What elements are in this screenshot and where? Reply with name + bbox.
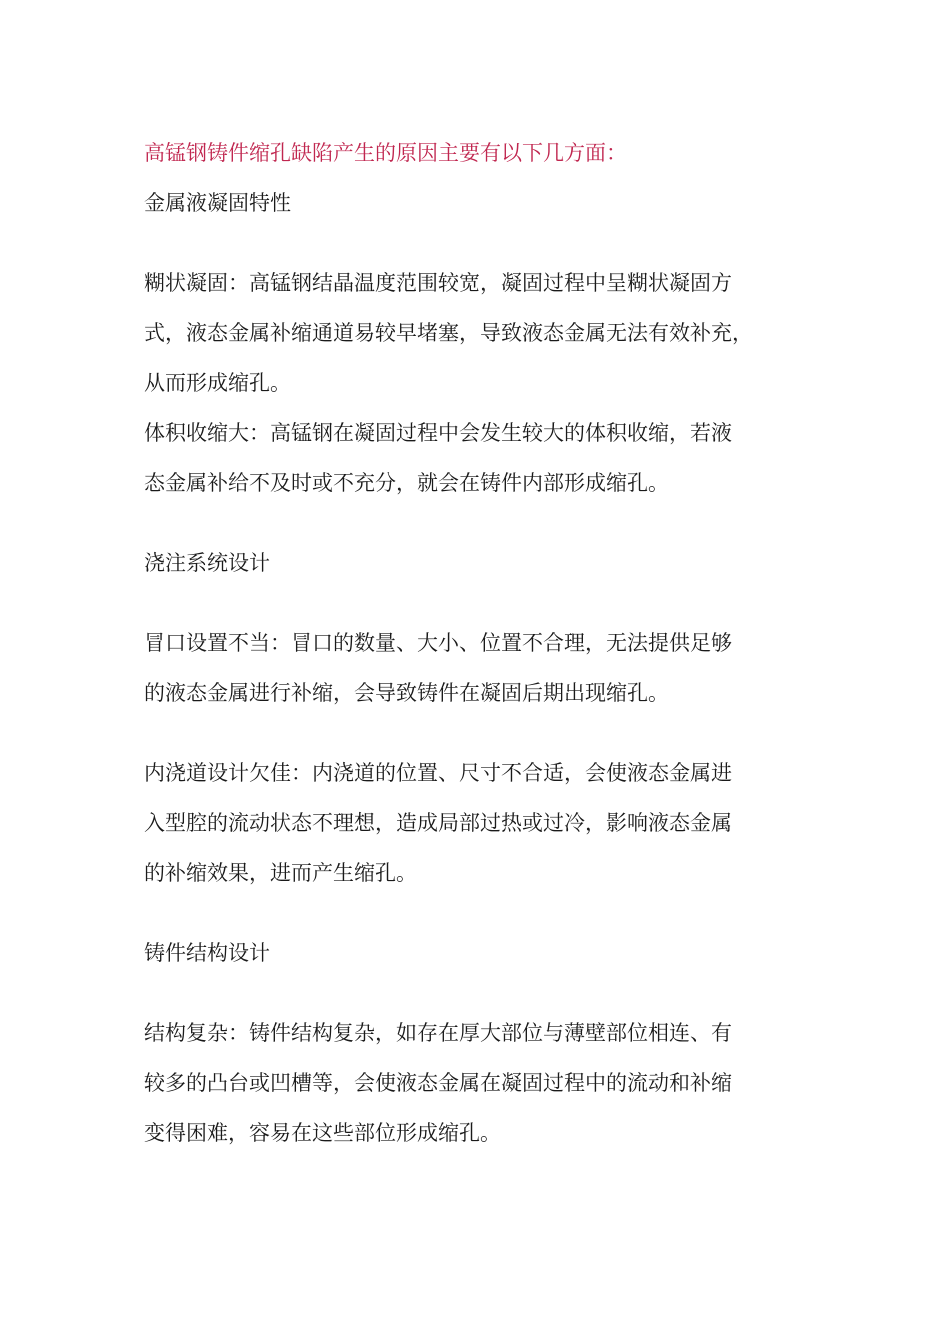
- paragraph-line: 较多的凸台或凹槽等，会使液态金属在凝固过程中的流动和补缩: [144, 1071, 732, 1095]
- paragraph-line: 的液态金属进行补缩，会导致铸件在凝固后期出现缩孔。: [144, 681, 669, 705]
- paragraph-line: 入型腔的流动状态不理想，造成局部过热或过冷，影响液态金属: [144, 811, 732, 835]
- document-body: [144, 128, 820, 1158]
- paragraph-line: 从而形成缩孔。: [144, 371, 291, 395]
- paragraph-volume-shrinkage: [144, 408, 820, 508]
- paragraph-mushy-solidification: [144, 258, 820, 408]
- paragraph-complex-structure: [144, 1008, 820, 1158]
- paragraph-line: 结构复杂：铸件结构复杂，如存在厚大部位与薄壁部位相连、有: [144, 1021, 732, 1045]
- paragraph-riser-setting: [144, 618, 820, 718]
- section-title-gating-system: 浇注系统设计: [144, 551, 270, 575]
- section-title-casting-structure: 铸件结构设计: [144, 941, 270, 965]
- paragraph-line: 内浇道设计欠佳：内浇道的位置、尺寸不合适，会使液态金属进: [144, 761, 732, 785]
- paragraph-line: 式，液态金属补缩通道易较早堵塞，导致液态金属无法有效补充，: [144, 321, 753, 345]
- paragraph-line: 态金属补给不及时或不充分，就会在铸件内部形成缩孔。: [144, 471, 669, 495]
- paragraph-line: 的补缩效果，进而产生缩孔。: [144, 861, 417, 885]
- document-heading: 高锰钢铸件缩孔缺陷产生的原因主要有以下几方面：: [144, 141, 627, 165]
- paragraph-line: 体积收缩大：高锰钢在凝固过程中会发生较大的体积收缩，若液: [144, 421, 732, 445]
- paragraph-line: 冒口设置不当：冒口的数量、大小、位置不合理，无法提供足够: [144, 631, 732, 655]
- paragraph-ingate-design: [144, 748, 820, 898]
- paragraph-line: 糊状凝固：高锰钢结晶温度范围较宽，凝固过程中呈糊状凝固方: [144, 271, 732, 295]
- section-title-solidification: 金属液凝固特性: [144, 191, 291, 215]
- paragraph-line: 变得困难，容易在这些部位形成缩孔。: [144, 1121, 501, 1145]
